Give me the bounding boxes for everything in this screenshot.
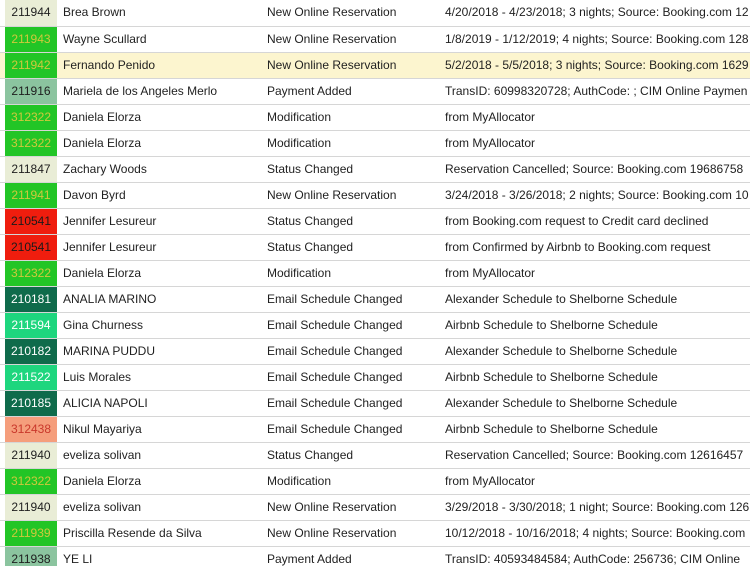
reservation-id-badge[interactable]: 211943: [5, 27, 57, 52]
table-row[interactable]: [0, 391, 750, 417]
reservation-id-badge[interactable]: 312322: [5, 469, 57, 494]
event-details: Airbnb Schedule to Shelborne Schedule: [445, 318, 658, 332]
table-row[interactable]: [0, 157, 750, 183]
table-row[interactable]: [0, 365, 750, 391]
reservation-id-badge[interactable]: 210541: [5, 209, 57, 234]
reservation-id-badge[interactable]: 211944: [5, 0, 57, 26]
guest-name: ALICIA NAPOLI: [63, 396, 148, 410]
event-type: Modification: [267, 136, 332, 150]
table-row[interactable]: [0, 339, 750, 365]
guest-name: Jennifer Lesureur: [63, 214, 157, 228]
event-details: from Confirmed by Airbnb to Booking.com request: [445, 240, 711, 254]
event-details: 1/8/2019 - 1/12/2019; 4 nights; Source: Booking.com 128: [445, 32, 749, 46]
guest-name: Wayne Scullard: [63, 32, 147, 46]
table-row[interactable]: [0, 261, 750, 287]
event-type: Email Schedule Changed: [267, 396, 403, 410]
event-type: Email Schedule Changed: [267, 292, 403, 306]
guest-name: eveliza solivan: [63, 500, 142, 514]
event-details: TransID: 60998320728; AuthCode: ; CIM Online Paymen: [445, 84, 748, 98]
table-row[interactable]: [0, 417, 750, 443]
table-row[interactable]: [0, 131, 750, 157]
event-details: 4/20/2018 - 4/23/2018; 3 nights; Source: Booking.com 12: [445, 5, 749, 19]
table-row[interactable]: [0, 469, 750, 495]
guest-name: Zachary Woods: [63, 162, 147, 176]
event-details: Reservation Cancelled; Source: Booking.com 19686758: [445, 162, 744, 176]
guest-name: MARINA PUDDU: [63, 344, 156, 358]
guest-name: Jennifer Lesureur: [63, 240, 157, 254]
event-details: Alexander Schedule to Shelborne Schedule: [445, 292, 678, 306]
guest-name: ANALIA MARINO: [63, 292, 157, 306]
event-details: TransID: 40593484584; AuthCode: 256736; CIM Online: [445, 552, 741, 566]
table-row[interactable]: [0, 209, 750, 235]
guest-name: Davon Byrd: [63, 188, 126, 202]
reservation-id-badge[interactable]: 312322: [5, 131, 57, 156]
reservation-id-badge[interactable]: 211847: [5, 157, 57, 182]
reservation-id-badge[interactable]: 210182: [5, 339, 57, 364]
guest-name: Nikul Mayariya: [63, 422, 142, 436]
event-details: Alexander Schedule to Shelborne Schedule: [445, 344, 678, 358]
table-row[interactable]: [0, 79, 750, 105]
guest-name: Brea Brown: [63, 5, 126, 19]
event-type: Modification: [267, 266, 332, 280]
event-type: New Online Reservation: [267, 32, 397, 46]
event-details: 3/29/2018 - 3/30/2018; 1 night; Source: Booking.com 126: [445, 500, 750, 514]
reservation-id-badge[interactable]: 210541: [5, 235, 57, 260]
event-type: New Online Reservation: [267, 58, 397, 72]
event-type: Email Schedule Changed: [267, 318, 403, 332]
table-row[interactable]: [0, 105, 750, 131]
event-type: Status Changed: [267, 162, 354, 176]
event-details: from MyAllocator: [445, 110, 536, 124]
event-type: New Online Reservation: [267, 526, 397, 540]
reservation-id-badge[interactable]: 211594: [5, 313, 57, 338]
guest-name: Luis Morales: [63, 370, 132, 384]
event-details: 3/24/2018 - 3/26/2018; 2 nights; Source: Booking.com 10: [445, 188, 749, 202]
event-details: from MyAllocator: [445, 474, 536, 488]
guest-name: Daniela Elorza: [63, 110, 142, 124]
table-row[interactable]: [0, 235, 750, 261]
guest-name: Fernando Penido: [63, 58, 156, 72]
event-details: from Booking.com request to Credit card declined: [445, 214, 709, 228]
event-type: Status Changed: [267, 214, 354, 228]
reservation-id-badge[interactable]: 312322: [5, 261, 57, 286]
table-row[interactable]: [0, 313, 750, 339]
guest-name: YE LI: [63, 552, 93, 566]
reservation-id-badge[interactable]: 211938: [5, 547, 57, 566]
reservation-id-badge[interactable]: 312438: [5, 417, 57, 442]
reservation-id-badge[interactable]: 211939: [5, 521, 57, 546]
table-row[interactable]: [0, 495, 750, 521]
event-type: Email Schedule Changed: [267, 344, 403, 358]
event-type: Modification: [267, 474, 332, 488]
event-type: Status Changed: [267, 448, 354, 462]
guest-name: Gina Churness: [63, 318, 144, 332]
event-details: 5/2/2018 - 5/5/2018; 3 nights; Source: Booking.com 1629: [445, 58, 749, 72]
table-row[interactable]: [0, 287, 750, 313]
reservation-id-badge[interactable]: 211916: [5, 79, 57, 104]
guest-name: Mariela de los Angeles Merlo: [63, 84, 218, 98]
event-details: Alexander Schedule to Shelborne Schedule: [445, 396, 678, 410]
event-type: Email Schedule Changed: [267, 422, 403, 436]
event-type: Payment Added: [267, 84, 352, 98]
table-row[interactable]: [0, 443, 750, 469]
event-type: Email Schedule Changed: [267, 370, 403, 384]
guest-name: Daniela Elorza: [63, 266, 142, 280]
event-type: New Online Reservation: [267, 500, 397, 514]
reservation-id-badge[interactable]: 210181: [5, 287, 57, 312]
event-type: New Online Reservation: [267, 188, 397, 202]
event-details: Airbnb Schedule to Shelborne Schedule: [445, 422, 658, 436]
reservation-id-badge[interactable]: 211522: [5, 365, 57, 390]
event-type: Modification: [267, 110, 332, 124]
event-type: Status Changed: [267, 240, 354, 254]
guest-name: eveliza solivan: [63, 448, 142, 462]
table-row[interactable]: [0, 521, 750, 547]
guest-name: Priscilla Resende da Silva: [63, 526, 202, 540]
reservation-id-badge[interactable]: 210185: [5, 391, 57, 416]
table-row[interactable]: [0, 53, 750, 79]
reservation-id-badge[interactable]: 211941: [5, 183, 57, 208]
event-details: Reservation Cancelled; Source: Booking.com 12616457: [445, 448, 744, 462]
event-details: 10/12/2018 - 10/16/2018; 4 nights; Source: Booking.com: [445, 526, 746, 540]
event-details: from MyAllocator: [445, 266, 536, 280]
event-type: New Online Reservation: [267, 5, 397, 19]
reservation-id-badge[interactable]: 312322: [5, 105, 57, 130]
guest-name: Daniela Elorza: [63, 136, 142, 150]
table-row[interactable]: [0, 27, 750, 53]
reservation-id-badge[interactable]: 211940: [5, 495, 57, 520]
event-details: Airbnb Schedule to Shelborne Schedule: [445, 370, 658, 384]
table-row[interactable]: [0, 547, 750, 566]
event-type: Payment Added: [267, 552, 352, 566]
reservation-id-badge[interactable]: 211940: [5, 443, 57, 468]
table-row[interactable]: [0, 0, 750, 27]
event-details: from MyAllocator: [445, 136, 536, 150]
guest-name: Daniela Elorza: [63, 474, 142, 488]
table-row[interactable]: [0, 183, 750, 209]
reservation-id-badge[interactable]: 211942: [5, 53, 57, 78]
